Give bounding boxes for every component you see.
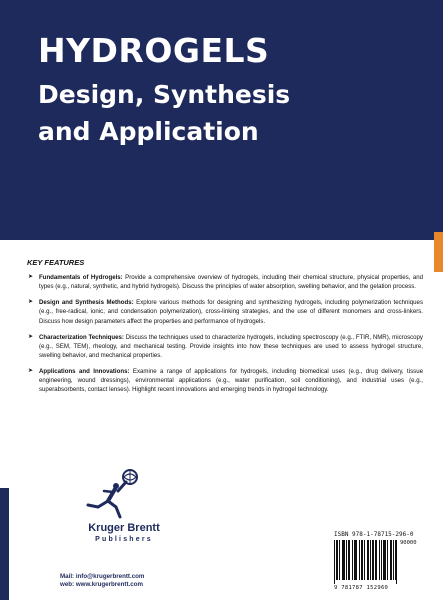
feature-item	[25, 298, 423, 325]
publisher-web: web: www.krugerbrentt.com	[60, 581, 143, 589]
barcode	[334, 540, 398, 584]
publisher-mail: Mail: info@krugerbrentt.com	[60, 573, 145, 580]
price-code: 90000	[400, 540, 417, 546]
publisher-logo	[58, 467, 178, 557]
feature-item	[25, 367, 423, 394]
publisher-name: Kruger Brentt	[88, 522, 160, 534]
feature-item	[25, 273, 423, 291]
feature-title: Fundamentals of Hydrogels:	[39, 274, 123, 281]
cover-band	[0, 0, 443, 240]
feature-text: Provide a comprehensive overview of hydrogels, including their chemical structure, physical properties, and types (e.g., natural, synthetic, and hybrid hydrogels). Discuss the principles of water absorption, swelling behavior, and the gelation process.	[39, 274, 423, 291]
feature-text: Discuss the techniques used to characterize hydrogels, including spectroscopy (e.g., FTIR, NMR), microscopy (e.g., SEM, TEM), rheology, and mechanical testing. Provide insights into how these techniques are used to assess hydrogel structure, swelling behavior, and mechanical properties.	[39, 333, 423, 359]
key-features-heading: KEY FEATURES	[27, 258, 85, 267]
feature-text: Examine a range of applications for hydrogels, including biomedical uses (e.g., drug delivery, tissue engineering, wound dressings), environmental applications (e.g., water purification, soil conditioning), and industrial uses (e.g., superabsorbents, contact lenses). Highlight recent innovations and emerging trends in hydrogel technology.	[39, 368, 423, 394]
book-subtitle-line2: and Application	[38, 117, 259, 146]
bullet-icon: ➤	[28, 368, 34, 375]
feature-item	[25, 333, 423, 360]
book-title: HYDROGELS	[38, 31, 270, 70]
isbn-text: ISBN 978-1-78715-296-0	[334, 531, 414, 538]
bullet-icon: ➤	[28, 299, 34, 306]
feature-list	[25, 273, 423, 395]
key-features-section	[25, 258, 423, 402]
bullet-icon: ➤	[28, 274, 34, 280]
feature-text: Explore various methods for designing and synthesizing hydrogels, including polymerization techniques (e.g., free-radical, ionic, and condensation polymerization), cross-linking strategies, and the use of different monomers and cross-linkers. Discuss how design parameters affect the properties and performance of hydrogels.	[39, 299, 423, 325]
barcode-number: 9 781787 152960	[334, 585, 389, 591]
book-subtitle-line1: Design, Synthesis	[38, 80, 291, 109]
bullet-icon: ➤	[28, 333, 34, 340]
runner-with-torch-icon	[78, 467, 148, 523]
isbn-barcode-block	[334, 531, 424, 591]
orange-accent-bar	[434, 232, 443, 272]
publisher-contact	[60, 573, 144, 590]
publisher-subtitle: Publishers	[95, 536, 153, 543]
left-accent-bar	[0, 488, 9, 600]
feature-title: Design and Synthesis Methods:	[39, 299, 134, 307]
feature-title: Characterization Techniques:	[39, 333, 124, 341]
feature-title: Applications and Innovations:	[39, 368, 130, 376]
